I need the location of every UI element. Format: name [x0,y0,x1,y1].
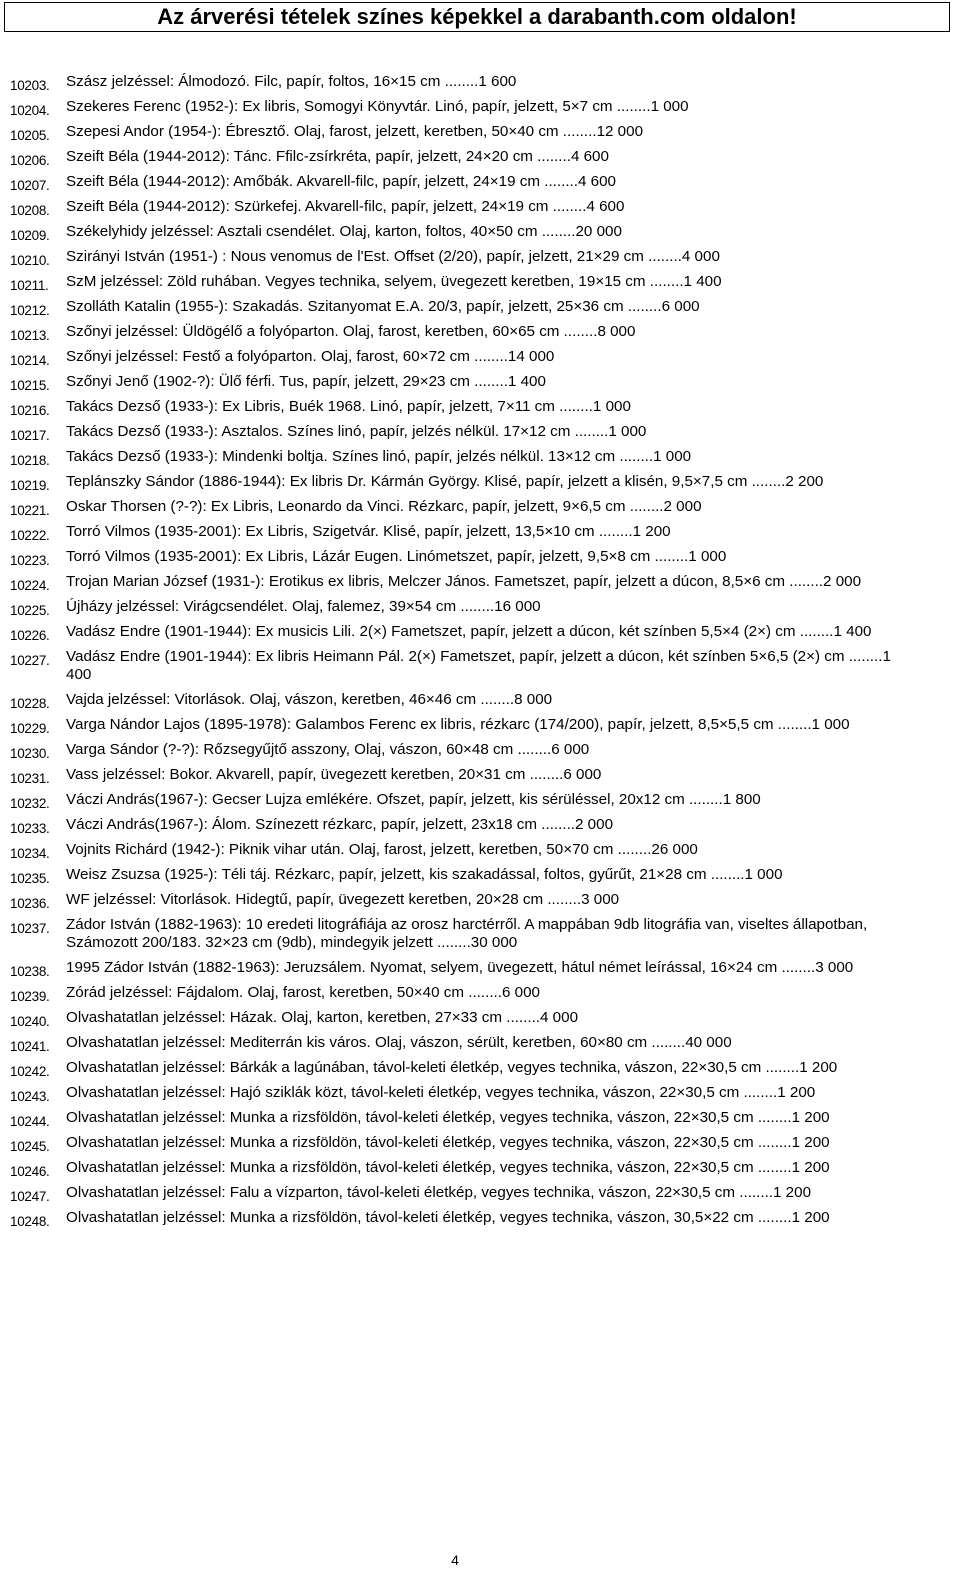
leader-dots: ........ [753,1109,792,1126]
lot-price: 4 000 [681,248,720,265]
lot-number: 10215. [10,378,50,393]
lot-number: 10214. [10,353,50,368]
lot-item [10,984,900,1002]
lot-number: 10247. [10,1189,50,1204]
lot-price: 6 000 [551,741,590,758]
lot-price: 12 000 [596,123,644,140]
lot-number: 10228. [10,696,50,711]
leader-dots: ........ [753,1159,792,1176]
lot-description: Takács Dezső (1933-): Asztalos. Színes linó, papír, jelzés nélkül. 17×12 cm [66,423,571,440]
leader-dots: ........ [502,1009,541,1026]
lot-description: Olvashatatlan jelzéssel: Hajó sziklák közt, távol-keleti életkép, vegyes technika, vászon, 22×30,5 cm [66,1084,740,1101]
lot-price: 4 000 [540,1009,579,1026]
lot-description: Újházy jelzéssel: Virágcsendélet. Olaj, falemez, 39×54 cm [66,598,457,615]
leader-dots: ........ [537,816,576,833]
lot-description: Olvashatatlan jelzéssel: Munka a rizsföldön, távol-keleti életkép, vegyes technika, vászon, 22×30,5 cm [66,1109,754,1126]
leader-dots: ........ [548,198,587,215]
lot-description: Olvashatatlan jelzéssel: Mediterrán kis város. Olaj, vászon, sérült, keretben, 60×80 cm [66,1034,648,1051]
lot-item [10,866,900,884]
lot-description: Zórád jelzéssel: Fájdalom. Olaj, farost, keretben, 50×40 cm [66,984,465,1001]
lot-price: 2 200 [785,473,824,490]
leader-dots: ........ [615,448,654,465]
lot-description: Varga Sándor (?-?): Rőzsegyűjtő asszony, Olaj, vászon, 60×48 cm [66,741,514,758]
lot-item [10,98,900,116]
lot-number: 10237. [10,921,50,936]
lot-item [10,741,900,759]
lot-number: 10211. [10,278,49,293]
lot-number: 10205. [10,128,50,143]
lot-description: Székelyhidy jelzéssel: Asztali csendélet. Olaj, karton, foltos, 40×50 cm [66,223,538,240]
leader-dots: ........ [773,716,812,733]
lot-item [10,123,900,141]
leader-dots: ........ [706,866,745,883]
lot-price: 8 000 [514,691,553,708]
leader-dots: ........ [612,98,651,115]
leader-dots: ........ [464,984,502,1001]
leader-dots: ........ [594,523,633,540]
lot-number: 10233. [10,821,50,836]
lot-number: 10204. [10,103,50,118]
lot-number: 10241. [10,1039,50,1054]
lot-number: 10206. [10,153,50,168]
lot-item [10,841,900,859]
leader-dots: ........ [735,1184,774,1201]
lot-price: 30 000 [470,934,518,951]
leader-dots: ........ [559,323,598,340]
lot-price: 1 000 [653,448,692,465]
lot-number: 10209. [10,228,50,243]
lot-item [10,1009,900,1027]
leader-dots: ........ [785,573,824,590]
leader-dots: ........ [570,423,609,440]
lot-number: 10232. [10,796,50,811]
lot-description: Olvashatatlan jelzéssel: Munka a rizsföldön, távol-keleti életkép, vegyes technika, vászon, 30,5×22 cm [66,1209,754,1226]
lot-item [10,1209,900,1227]
leader-dots: ........ [513,741,552,758]
lot-number: 10203. [10,78,50,93]
lot-number: 10225. [10,603,50,618]
lot-item [10,691,900,709]
lot-description: Olvashatatlan jelzéssel: Munka a rizsföldön, távol-keleti életkép, vegyes technika, vászon, 22×30,5 cm [66,1134,754,1151]
lot-item [10,148,900,166]
lot-price: 1 000 [688,548,727,565]
lot-description: Olvashatatlan jelzéssel: Házak. Olaj, karton, keretben, 27×33 cm [66,1009,503,1026]
leader-dots: ........ [795,623,834,640]
lot-price: 2 000 [663,498,702,515]
lot-item [10,766,900,784]
lot-price: 4 600 [586,198,625,215]
lot-price: 3 000 [815,959,854,976]
lot-description: SzM jelzéssel: Zöld ruhában. Vegyes technika, selyem, üvegezett keretben, 19×15 cm [66,273,646,290]
leader-dots: ........ [532,148,571,165]
lot-number: 10231. [10,771,50,786]
lot-price: 1 200 [773,1184,812,1201]
lot-price: 40 000 [685,1034,732,1051]
lot-description: Oskar Thorsen (?-?): Ex Libris, Leonardo da Vinci. Rézkarc, papír, jelzett, 9×6,5 cm [66,498,626,515]
lot-number: 10229. [10,721,50,736]
leader-dots: ........ [613,841,652,858]
lot-price: 1 000 [592,398,631,415]
lot-price: 2 000 [823,573,862,590]
lot-number: 10234. [10,846,50,861]
lot-number: 10248. [10,1214,50,1229]
lot-number: 10242. [10,1064,50,1079]
leader-dots: ........ [432,934,471,951]
lot-description: Szász jelzéssel: Álmodozó. Filc, papír, foltos, 16×15 cm [66,73,441,90]
lot-price: 1 200 [632,523,671,540]
lot-description: Szőnyi jelzéssel: Üldögélő a folyóparton. Olaj, farost, keretben, 60×65 cm [66,323,560,340]
lot-description: Teplánszky Sándor (1886-1944): Ex libris Dr. Kármán György. Klisé, papír, jelzett a klisén, 9,5×7,5 cm [66,473,748,490]
lot-item [10,648,900,684]
lot-price: 8 000 [597,323,636,340]
leader-dots: ........ [777,959,816,976]
lot-number: 10246. [10,1164,50,1179]
lot-list [10,73,900,1234]
lot-number: 10210. [10,253,50,268]
lot-item [10,273,900,291]
lot-price: 1 800 [722,791,761,808]
lot-number: 10218. [10,453,50,468]
lot-price: 1 200 [791,1134,830,1151]
leader-dots: ........ [476,691,515,708]
lot-item [10,423,900,441]
lot-price: 1 400 [833,623,872,640]
lot-description: Vadász Endre (1901-1944): Ex musicis Lili. 2(×) Fametszet, papír, jelzett a dúcon, két színben 5,5×4 (2×) cm [66,623,796,640]
leader-dots: ........ [684,791,723,808]
lot-description: Vadász Endre (1901-1944): Ex libris Heimann Pál. 2(×) Fametszet, papír, jelzett a dúcon, két színben 5×6,5 (2×) cm [66,648,845,665]
lot-price: 16 000 [494,598,541,615]
lot-price: 3 000 [581,891,620,908]
leader-dots: ........ [844,648,883,665]
leader-dots: ........ [623,298,662,315]
lot-item [10,398,900,416]
lot-item [10,198,900,216]
lot-description: Szőnyi jelzéssel: Festő a folyóparton. Olaj, farost, 60×72 cm [66,348,470,365]
lot-description: Olvashatatlan jelzéssel: Munka a rizsföldön, távol-keleti életkép, vegyes technika, vászon, 22×30,5 cm [66,1159,754,1176]
lot-item [10,373,900,391]
lot-description: Weisz Zsuzsa (1925-): Téli táj. Rézkarc, papír, jelzett, kis szakadással, foltos, gyűrűt, 21×28 cm [66,866,707,883]
lot-description: Olvashatatlan jelzéssel: Bárkák a lagúnában, távol-keleti életkép, vegyes technika, vászon, 22×30,5 cm [66,1059,762,1076]
lot-item [10,891,900,909]
lot-price: 6 000 [661,298,700,315]
lot-item [10,348,900,366]
lot-item [10,248,900,266]
lot-price: 20 000 [575,223,622,240]
lot-number: 10238. [10,964,50,979]
lot-price: 1 000 [650,98,689,115]
leader-dots: ........ [747,473,786,490]
lot-item [10,73,900,91]
lot-item [10,1134,900,1152]
lot-description: Takács Dezső (1933-): Mindenki boltja. Színes linó, papír, jelzés nélkül. 13×12 cm [66,448,616,465]
lot-number: 10212. [10,303,50,318]
lot-description: Varga Nándor Lajos (1895-1978): Galambos Ferenc ex libris, rézkarc (174/200), papír, jelzett, 8,5×5,5 cm [66,716,774,733]
lot-number: 10236. [10,896,50,911]
lot-item [10,223,900,241]
lot-description: Szirányi István (1951-) : Nous venomus de l'Est. Offset (2/20), papír, jelzett, 21×29 cm [66,248,644,265]
lot-price: 1 000 [811,716,850,733]
lot-item [10,816,900,834]
page-number: 4 [451,1552,459,1568]
lot-number: 10243. [10,1089,50,1104]
page-header [4,2,950,32]
lot-item [10,523,900,541]
lot-item [10,298,900,316]
leader-dots: ........ [554,398,593,415]
lot-number: 10208. [10,203,50,218]
lot-item [10,323,900,341]
header-title: Az árverési tételek színes képekkel a darabanth.com oldalon! [157,4,797,29]
leader-dots: ........ [753,1134,792,1151]
lot-description: Szeift Béla (1944-2012): Tánc. Ffilc-zsírkréta, papír, jelzett, 24×20 cm [66,148,533,165]
lot-number: 10217. [10,428,50,443]
lot-price: 6 000 [563,766,602,783]
lot-item [10,1059,900,1077]
lot-description: 1995 Zádor István (1882-1963): Jeruzsálem. Nyomat, selyem, üvegezett, hátul német leírással, 16×24 cm [66,959,778,976]
lot-price: 14 000 [507,348,555,365]
lot-description: Trojan Marian József (1931-): Erotikus ex libris, Melczer János. Fametszet, papír, jelzett a dúcon, 8,5×6 cm [66,573,786,590]
lot-number: 10239. [10,989,50,1004]
lot-item [10,623,900,641]
lot-number: 10235. [10,871,50,886]
lot-number: 10219. [10,478,50,493]
lot-item [10,1084,900,1102]
leader-dots: ........ [753,1209,792,1226]
lot-number: 10224. [10,578,50,593]
lot-number: 10207. [10,178,50,193]
leader-dots: ........ [525,766,564,783]
lot-item [10,448,900,466]
leader-dots: ........ [647,1034,686,1051]
leader-dots: ........ [543,891,582,908]
lot-number: 10227. [10,653,50,668]
lot-item [10,598,900,616]
lot-item [10,1109,900,1127]
lot-description: Szekeres Ferenc (1952-): Ex libris, Somogyi Könyvtár. Linó, papír, jelzett, 5×7 cm [66,98,613,115]
leader-dots: ........ [558,123,597,140]
lot-description: Váczi András(1967-): Álom. Színezett rézkarc, papír, jelzett, 23x18 cm [66,816,538,833]
leader-dots: ........ [469,348,508,365]
leader-dots: ........ [440,73,479,90]
lot-item [10,1184,900,1202]
lot-price: 1 000 [608,423,647,440]
lot-number: 10216. [10,403,50,418]
leader-dots: ........ [625,498,664,515]
lot-description: Torró Vilmos (1935-2001): Ex Libris, Szigetvár. Klisé, papír, jelzett, 13,5×10 cm [66,523,595,540]
leader-dots: ........ [643,248,682,265]
lot-item [10,473,900,491]
lot-description: Szeift Béla (1944-2012): Amőbák. Akvarell-filc, papír, jelzett, 24×19 cm [66,173,541,190]
lot-description: Takács Dezső (1933-): Ex Libris, Buék 1968. Linó, papír, jelzett, 7×11 cm [66,398,555,415]
lot-description: Szőnyi Jenő (1902-?): Ülő férfi. Tus, papír, jelzett, 29×23 cm [66,373,470,390]
lot-item [10,916,900,952]
lot-description: Vass jelzéssel: Bokor. Akvarell, papír, üvegezett keretben, 20×31 cm [66,766,526,783]
lot-item [10,498,900,516]
lot-price: 1 200 [777,1084,816,1101]
lot-price: 1 200 [799,1059,838,1076]
lot-price: 1 200 [791,1209,830,1226]
lot-number: 10222. [10,528,50,543]
lot-price: 1 200 [791,1159,830,1176]
lot-item [10,959,900,977]
leader-dots: ........ [645,273,684,290]
leader-dots: ........ [650,548,689,565]
lot-price: 1 400 [66,648,891,683]
lot-price: 4 600 [578,173,617,190]
lot-number: 10213. [10,328,50,343]
lot-description: Torró Vilmos (1935-2001): Ex Libris, Lázár Eugen. Linómetszet, papír, jelzett, 9,5×8 cm [66,548,651,565]
leader-dots: ........ [761,1059,800,1076]
lot-description: Szolláth Katalin (1955-): Szakadás. Szitanyomat E.A. 20/3, papír, jelzett, 25×36 cm [66,298,624,315]
lot-number: 10226. [10,628,50,643]
lot-item [10,791,900,809]
lot-description: WF jelzéssel: Vitorlások. Hidegtű, papír, üvegezett keretben, 20×28 cm [66,891,544,908]
leader-dots: ........ [469,373,508,390]
lot-number: 10244. [10,1114,50,1129]
lot-number: 10230. [10,746,50,761]
lot-description: Szeift Béla (1944-2012): Szürkefej. Akvarell-filc, papír, jelzett, 24×19 cm [66,198,549,215]
lot-item [10,716,900,734]
lot-item [10,573,900,591]
leader-dots: ........ [456,598,495,615]
lot-description: Szepesi Andor (1954-): Ébresztő. Olaj, farost, jelzett, keretben, 50×40 cm [66,123,559,140]
lot-item [10,548,900,566]
lot-number: 10223. [10,553,50,568]
lot-price: 4 600 [570,148,609,165]
lot-number: 10240. [10,1014,50,1029]
leader-dots: ........ [537,223,576,240]
lot-description: Váczi András(1967-): Gecser Lujza emlékére. Ofszet, papír, jelzett, kis sérüléssel, 20x12 cm [66,791,685,808]
lot-price: 1 000 [744,866,783,883]
lot-price: 1 200 [791,1109,830,1126]
lot-number: 10221. [10,503,50,518]
lot-description: Zádor István (1882-1963): 10 eredeti litográfiája az orosz harctérről. A mappában 9db litográfia van, viseltes állapotban, Számozott 200/183. 32×23 cm (9db), mindegyik jelzett [66,916,868,951]
lot-item [10,1034,900,1052]
lot-price: 6 000 [502,984,541,1001]
leader-dots: ........ [540,173,578,190]
lot-description: Vajda jelzéssel: Vitorlások. Olaj, vászon, keretben, 46×46 cm [66,691,477,708]
lot-description: Vojnits Richárd (1942-): Piknik vihar után. Olaj, farost, jelzett, keretben, 50×70 cm [66,841,614,858]
lot-price: 1 400 [683,273,722,290]
lot-number: 10245. [10,1139,50,1154]
lot-price: 26 000 [651,841,698,858]
leader-dots: ........ [739,1084,778,1101]
lot-description: Olvashatatlan jelzéssel: Falu a vízparton, távol-keleti életkép, vegyes technika, vászon, 22×30,5 cm [66,1184,736,1201]
lot-price: 1 400 [507,373,546,390]
lot-price: 1 600 [478,73,517,90]
lot-price: 2 000 [575,816,614,833]
lot-item [10,173,900,191]
lot-item [10,1159,900,1177]
